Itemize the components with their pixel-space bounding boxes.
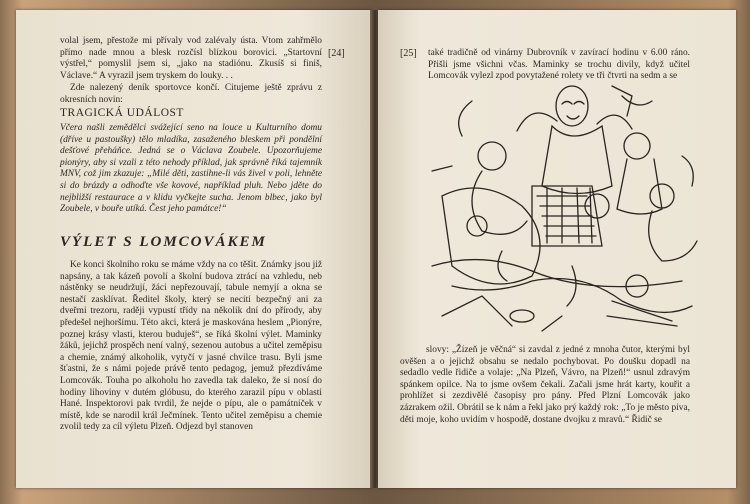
right-top-paragraph: také tradičně od vinárny Dubrovník v zavírací hodinu v 6.00 ráno. Přišli jsme všichni včas. Maminky se trochu divily, když učitel Lomcovák vylezl zpod povytažené rolety ve tři čtvrti na sedm a se [428, 48, 690, 82]
right-bottom-paragraph: slovy: „Žízeň je věčná“ si zavdal z jedné z mnoha čutor, kterými byl ověšen a o jejichž obsahu se nedalo pochybovat. Po doušku dopadl na sedadlo vedle řidiče a volaje: „Na Plzeň, Vávro, na Plzeň!“ usnul zdravým spánkem opilce. Na to jsme ovšem čekali. Začali jsme hrát karty, kouřit a prohlížet si zezdivělé časopisy pro pány. Před Plzní Lomcovák jako zázrakem ožil. Obrátil se k nám a řekl jako prý každý rok: „To je město piva, děti moje, koho uvidím v hospodě, dostane dvojku z mravů.“ Řidič se [400, 345, 690, 425]
page-number-left: [24] [328, 48, 345, 59]
news-report: Včera našli zemědělci svážející seno na louce u Kulturního domu (dříve u pastoušky) tělo mladíka, zasaženého bleskem při pondělní dešťové přeháňce. Jedná se o Václava Zoubele. Upozorňujeme pionýry, aby si vzali z této nehody příklad, jak správně říká tajemník MNV, což jim zkazuje: „Milé děti, zastihne-li vás živel v poli, lehněte si do brázdy a odhoďte vše kovové, například pluh. Nebo jděte do nejbližší restaurace a v klidu vyčkejte sucha. Jenom blbec, jako byl Zoubele, v bouře utíká. Čest jeho památce!“ [60, 123, 322, 215]
chapter-title: VÝLET S LOMCOVÁKEM [60, 234, 267, 250]
diary-paragraph: Zde nalezený deník sportovce končí. Citujeme ještě zprávu z okresních novin: [60, 83, 322, 105]
left-page [16, 10, 372, 488]
bus-passengers-illustration [422, 76, 712, 348]
page-number-right: [25] [400, 48, 417, 59]
section-heading: TRAGICKÁ UDÁLOST [60, 107, 184, 119]
chapter-text: Ke konci školního roku se máme vždy na co těšit. Známky jsou již napsány, a tak kázeň povolí a školní budova ztrácí na vzhledu, neb nástěnky se neudržují, žáci nepřezouvají, tabule nemyjí a okna se nestačí zasklívat. Ředitel školy, který se necítí bezpečný ani za dveřmi trezoru, raději vypustí třídy na několik dní do přírody, aby předešel nejhoršímu. Této akci, která je maskována heslem „Pionýre, poznej krásy vlasti, kterou buduješ“, se říká školní výlet. Maminky žáků, jejichž prospěch není valný, sezenou autobus a učitel zeměpisu a chemie, známý alkoholik, vytyčí v jasné chvilce trasu. Byli jsme šťastni, že s námi pojede právě tento pedagog, jemuž přezdíváme Lomcovák. Touha po alkoholu ho zavedla tak daleko, že si nosí do hodiny lihoviny v dutém glóbusu, do kterého zarazil pípu v oblasti Hané. Inspektorovi pak tvrdil, že nejde o pípu, ale o památníček v místě, kde se narodil král Ječmínek. Tento učitel zeměpisu a chemie zvolil tedy za cíl výletu Plzeň. Odjezd byl stanoven [60, 260, 322, 433]
intro-paragraph: volal jsem, přestože mi přívaly vod zalévaly ústa. Vtom zahřmělo přímo nade mnou a blesk rozčísl blízkou borovici. „Startovní výstřel,“ pomyslil jsem si, „jako na stadiónu. Zkusíš si finiš, Václave.“ A vyrazil jsem tryskem do louky. . . [60, 36, 322, 81]
